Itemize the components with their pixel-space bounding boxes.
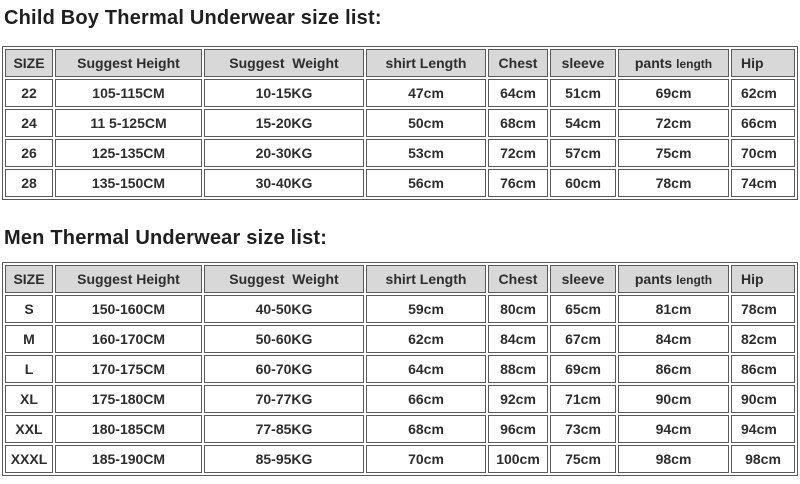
column-header-label: SIZE xyxy=(13,271,45,287)
table-cell: 74cm xyxy=(731,169,795,197)
table-cell: L xyxy=(5,355,53,383)
table-cell: 98cm xyxy=(618,445,729,473)
table-cell: 51cm xyxy=(550,79,616,107)
table-cell: 86cm xyxy=(731,355,795,383)
column-header-suggest-height xyxy=(55,49,202,77)
table-cell: 75cm xyxy=(618,139,729,167)
table-cell: 73cm xyxy=(550,415,616,443)
table-cell: 77-85KG xyxy=(204,415,364,443)
table-cell: 98cm xyxy=(731,445,795,473)
column-header-label: shirt Length xyxy=(385,271,467,287)
table-cell: M xyxy=(5,325,53,353)
column-header-label: Suggest Height xyxy=(77,271,180,287)
table-row xyxy=(5,79,795,107)
men-table-title: Men Thermal Underwear size list: xyxy=(4,227,328,249)
child-boy-table-title: Child Boy Thermal Underwear size list: xyxy=(4,7,382,29)
column-header-shirt-length xyxy=(366,49,486,77)
column-header-sleeve xyxy=(550,49,616,77)
men-size-table xyxy=(2,262,798,476)
table-cell: 66cm xyxy=(731,109,795,137)
table-cell: 185-190CM xyxy=(55,445,202,473)
table-cell: 20-30KG xyxy=(204,139,364,167)
table-cell: 70cm xyxy=(366,445,486,473)
table-cell: 180-185CM xyxy=(55,415,202,443)
column-header-label: Suggest Weight xyxy=(229,55,339,71)
column-header-label: Chest xyxy=(498,55,538,71)
header-row xyxy=(5,265,795,293)
column-header-small-label: length xyxy=(676,57,713,71)
column-header-label: shirt Length xyxy=(385,55,467,71)
table-cell: 70cm xyxy=(731,139,795,167)
table-cell: 86cm xyxy=(618,355,729,383)
table-row xyxy=(5,109,795,137)
table-cell: 11 5-125CM xyxy=(55,109,202,137)
table-cell: 50-60KG xyxy=(204,325,364,353)
column-header-size xyxy=(5,265,53,293)
column-header-label: pants xyxy=(634,55,673,71)
table-cell: 105-115CM xyxy=(55,79,202,107)
table-cell: 65cm xyxy=(550,295,616,323)
table-cell: 80cm xyxy=(488,295,548,323)
table-cell: 94cm xyxy=(731,415,795,443)
table-cell: 54cm xyxy=(550,109,616,137)
table-cell: 84cm xyxy=(488,325,548,353)
table-cell: 81cm xyxy=(618,295,729,323)
table-cell: 160-170CM xyxy=(55,325,202,353)
table-cell: S xyxy=(5,295,53,323)
table-cell: 175-180CM xyxy=(55,385,202,413)
table-cell: 90cm xyxy=(731,385,795,413)
table-cell: 40-50KG xyxy=(204,295,364,323)
table-cell: 56cm xyxy=(366,169,486,197)
table-row xyxy=(5,295,795,323)
table-cell: 135-150CM xyxy=(55,169,202,197)
table-row xyxy=(5,385,795,413)
table-cell: 10-15KG xyxy=(204,79,364,107)
table-cell: 85-95KG xyxy=(204,445,364,473)
table-cell: 68cm xyxy=(488,109,548,137)
table-cell: 84cm xyxy=(618,325,729,353)
table-cell: 125-135CM xyxy=(55,139,202,167)
table-cell: 64cm xyxy=(366,355,486,383)
table-cell: 94cm xyxy=(618,415,729,443)
table-cell: 69cm xyxy=(618,79,729,107)
table-cell: 67cm xyxy=(550,325,616,353)
table-row xyxy=(5,355,795,383)
column-header-label: Suggest Weight xyxy=(229,271,339,287)
table-cell: 76cm xyxy=(488,169,548,197)
table-cell: 88cm xyxy=(488,355,548,383)
table-row xyxy=(5,415,795,443)
column-header-pants xyxy=(618,49,729,77)
column-header-small-label: length xyxy=(676,273,713,287)
table-cell: 62cm xyxy=(366,325,486,353)
column-header-label: Chest xyxy=(498,271,538,287)
column-header-size xyxy=(5,49,53,77)
column-header-label: SIZE xyxy=(13,55,45,71)
column-header-shirt-length xyxy=(366,265,486,293)
table-cell: 71cm xyxy=(550,385,616,413)
column-header-suggest-weight xyxy=(204,265,364,293)
table-cell: 90cm xyxy=(618,385,729,413)
column-header-label: sleeve xyxy=(561,55,605,71)
table-cell: 78cm xyxy=(618,169,729,197)
column-header-chest xyxy=(488,265,548,293)
table-cell: 53cm xyxy=(366,139,486,167)
table-cell: 92cm xyxy=(488,385,548,413)
column-header-label: Hip xyxy=(741,271,764,287)
table-cell: 57cm xyxy=(550,139,616,167)
table-cell: 28 xyxy=(5,169,53,197)
table-cell: 82cm xyxy=(731,325,795,353)
table-cell: 60cm xyxy=(550,169,616,197)
table-cell: 24 xyxy=(5,109,53,137)
table-cell: 100cm xyxy=(488,445,548,473)
header-row xyxy=(5,49,795,77)
table-cell: 59cm xyxy=(366,295,486,323)
table-row xyxy=(5,445,795,473)
table-cell: 64cm xyxy=(488,79,548,107)
table-row xyxy=(5,139,795,167)
table-cell: XXL xyxy=(5,415,53,443)
table-cell: 69cm xyxy=(550,355,616,383)
table-cell: 70-77KG xyxy=(204,385,364,413)
child-boy-size-table xyxy=(2,46,798,200)
table-cell: 26 xyxy=(5,139,53,167)
table-cell: 150-160CM xyxy=(55,295,202,323)
table-cell: 96cm xyxy=(488,415,548,443)
table-cell: 50cm xyxy=(366,109,486,137)
table-cell: 60-70KG xyxy=(204,355,364,383)
table-row xyxy=(5,169,795,197)
column-header-label: Hip xyxy=(741,55,764,71)
table-cell: 62cm xyxy=(731,79,795,107)
column-header-hip xyxy=(731,49,795,77)
column-header-suggest-weight xyxy=(204,49,364,77)
table-cell: 30-40KG xyxy=(204,169,364,197)
column-header-sleeve xyxy=(550,265,616,293)
table-cell: 78cm xyxy=(731,295,795,323)
table-row xyxy=(5,325,795,353)
table-cell: 22 xyxy=(5,79,53,107)
table-cell: 47cm xyxy=(366,79,486,107)
table-cell: 72cm xyxy=(618,109,729,137)
column-header-label: Suggest Height xyxy=(77,55,180,71)
table-cell: 68cm xyxy=(366,415,486,443)
table-cell: 15-20KG xyxy=(204,109,364,137)
table-cell: XXXL xyxy=(5,445,53,473)
table-cell: 170-175CM xyxy=(55,355,202,383)
table-cell: XL xyxy=(5,385,53,413)
column-header-chest xyxy=(488,49,548,77)
column-header-label: sleeve xyxy=(561,271,605,287)
column-header-hip xyxy=(731,265,795,293)
column-header-label: pants xyxy=(634,271,673,287)
table-cell: 72cm xyxy=(488,139,548,167)
column-header-suggest-height xyxy=(55,265,202,293)
table-cell: 75cm xyxy=(550,445,616,473)
table-cell: 66cm xyxy=(366,385,486,413)
column-header-pants xyxy=(618,265,729,293)
